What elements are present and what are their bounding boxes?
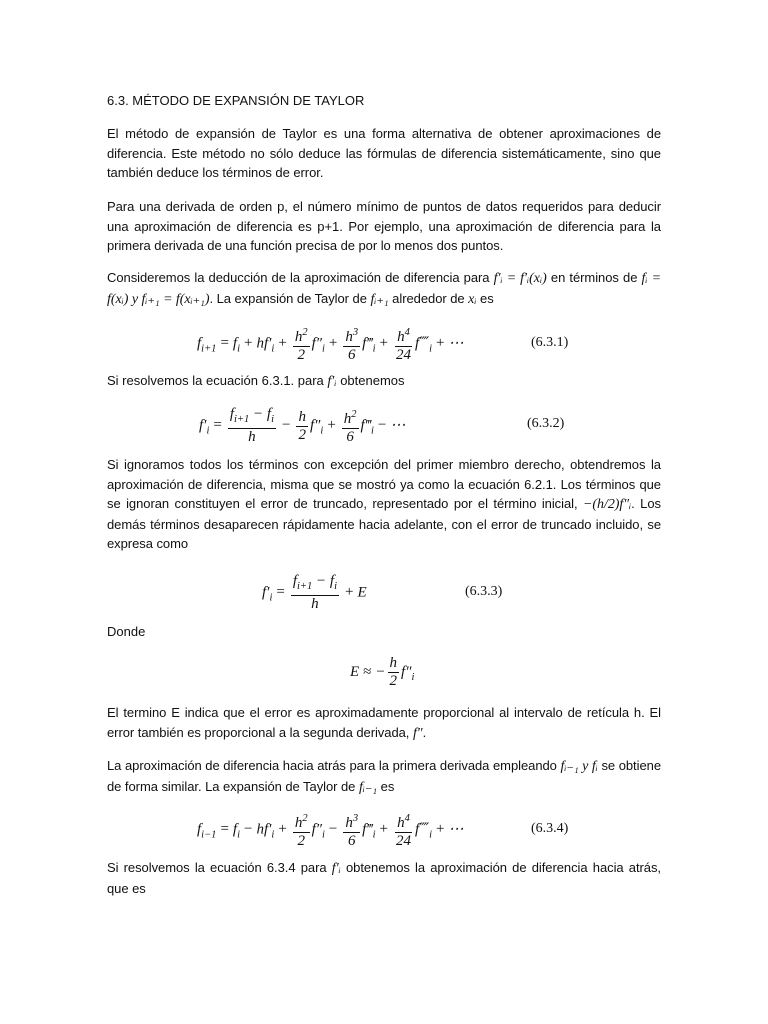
text-run: . La expansión de Taylor de — [209, 290, 371, 306]
text-run: en términos de — [546, 270, 642, 285]
paragraph-order: Para una derivada de orden p, el número mínimo de puntos de datos requeridos para deducir una aproximación de diferencia es p+1. Por ejemplo, una aproximación de diferencia para la primera derivada de una función precisa de por lo menos dos puntos. — [107, 199, 661, 253]
equation-body: $f'_i$ = $\frac{f_{i+1} - f_i}{h}$ + E — [262, 573, 367, 612]
text-run: es — [377, 778, 395, 794]
equation-6-3-4 — [197, 810, 464, 850]
math-inline: f′ᵢ = f′ᵢ(xᵢ) — [493, 271, 547, 286]
math-inline: fᵢ₋₁ — [358, 779, 378, 795]
equation-number: (6.3.4) — [531, 821, 569, 836]
equation-body: $f_{i-1} = f_i - hf'_i$ + $\frac{h^2}{2}$ $f''_i$ − $\frac{h^3}{6}$ $f‴_i$ + $\frac{h^4}{24}$ $f⁗_i$ + ⋯ — [197, 810, 464, 850]
paragraph-intro: El método de expansión de Taylor es una forma alternativa de obtener aproximaciones de diferencia. Este método no sólo deduce las fórmulas de diferencia sistemáticamente, sino que también deduce los términos de error. — [107, 126, 661, 180]
math-inline: f′ᵢ — [331, 861, 341, 876]
text-run: alrededor de — [388, 290, 469, 306]
equation-6-3-1 — [197, 324, 464, 364]
paragraph-solve-2 — [107, 858, 661, 898]
equation-body: E ≈ − $\frac{h}{2}$ $f''_i$ — [350, 655, 415, 689]
text-run: Consideremos la deducción de la aproximación de diferencia para — [107, 270, 494, 285]
math-inline: fᵢ₋₁ y fᵢ — [560, 759, 598, 774]
text-run: es — [476, 290, 494, 306]
math-inline: fᵢ₊₁ — [370, 291, 389, 307]
equation-number: (6.3.2) — [527, 416, 565, 431]
math-inline: −(h/2)f″ᵢ — [583, 497, 632, 512]
math-inline: f″ — [412, 725, 423, 741]
text-run: Si ignoramos todos los términos con excepción del primer miembro derecho, obtendremos la aproximación de diferencia, misma que se mostró ya como la ecuación 6.2.1. Los términos que se ignoran constituyen el error de truncado, representado por el término inicial, — [107, 457, 661, 511]
equation-body: $f_{i+1} = f_i + hf'_i$ + $\frac{h^2}{2}$ $f''_i$ + $\frac{h^3}{6}$ $f‴_i$ + $\frac{h^4}{24}$ $f⁗_i$ + ⋯ — [197, 324, 464, 364]
equation-error-term — [350, 655, 414, 690]
section-heading: 6.3. MÉTODO DE EXPANSIÓN DE TAYLOR — [107, 93, 365, 108]
text-run: . — [422, 724, 427, 740]
text-run: El termino E indica que el error es aproximadamente proporcional al intervalo de retícula h. El error también es proporcional a la segunda derivada, — [107, 705, 661, 740]
text-run: Si resolvemos la ecuación 6.3.4 para — [107, 860, 332, 875]
equation-number: (6.3.3) — [465, 584, 503, 599]
text-run: se obtiene de forma similar. La expansión de Taylor de — [107, 758, 661, 794]
paragraph-ignore — [107, 455, 661, 554]
text-run: . Los demás términos desaparecen rápidamente hacia adelante, con el error de truncado incluido, se expresa como — [107, 496, 661, 551]
text-run: Si resolvemos la ecuación 6.3.1. para — [107, 373, 328, 388]
paragraph-solve-1 — [107, 373, 405, 390]
equation-body: $f'_i$ = $\frac{f_{i+1} - f_i}{h}$ − $\frac{h}{2}$ $f''_i$ + $\frac{h^2}{6}$ $f‴_i$ − ⋯ — [199, 406, 406, 445]
paragraph-consider — [107, 268, 661, 309]
math-inline: fᵢ = f(xᵢ) y fᵢ₊₁ = f(xᵢ₊₁) — [107, 271, 661, 307]
equation-6-3-2 — [199, 406, 405, 446]
label-donde: Donde — [107, 624, 146, 639]
text-run: obtenemos la aproximación de diferencia hacia atrás, que es — [107, 860, 661, 896]
equation-number: (6.3.1) — [531, 335, 569, 350]
paragraph-backward — [107, 756, 661, 797]
text-run: La aproximación de diferencia hacia atrás para la primera derivada empleando — [107, 758, 561, 773]
text-run: obtenemos — [336, 373, 405, 388]
math-inline: f′ᵢ — [327, 374, 337, 389]
paragraph-error — [107, 703, 661, 743]
math-inline: xᵢ — [468, 291, 477, 307]
equation-6-3-3 — [262, 573, 367, 613]
